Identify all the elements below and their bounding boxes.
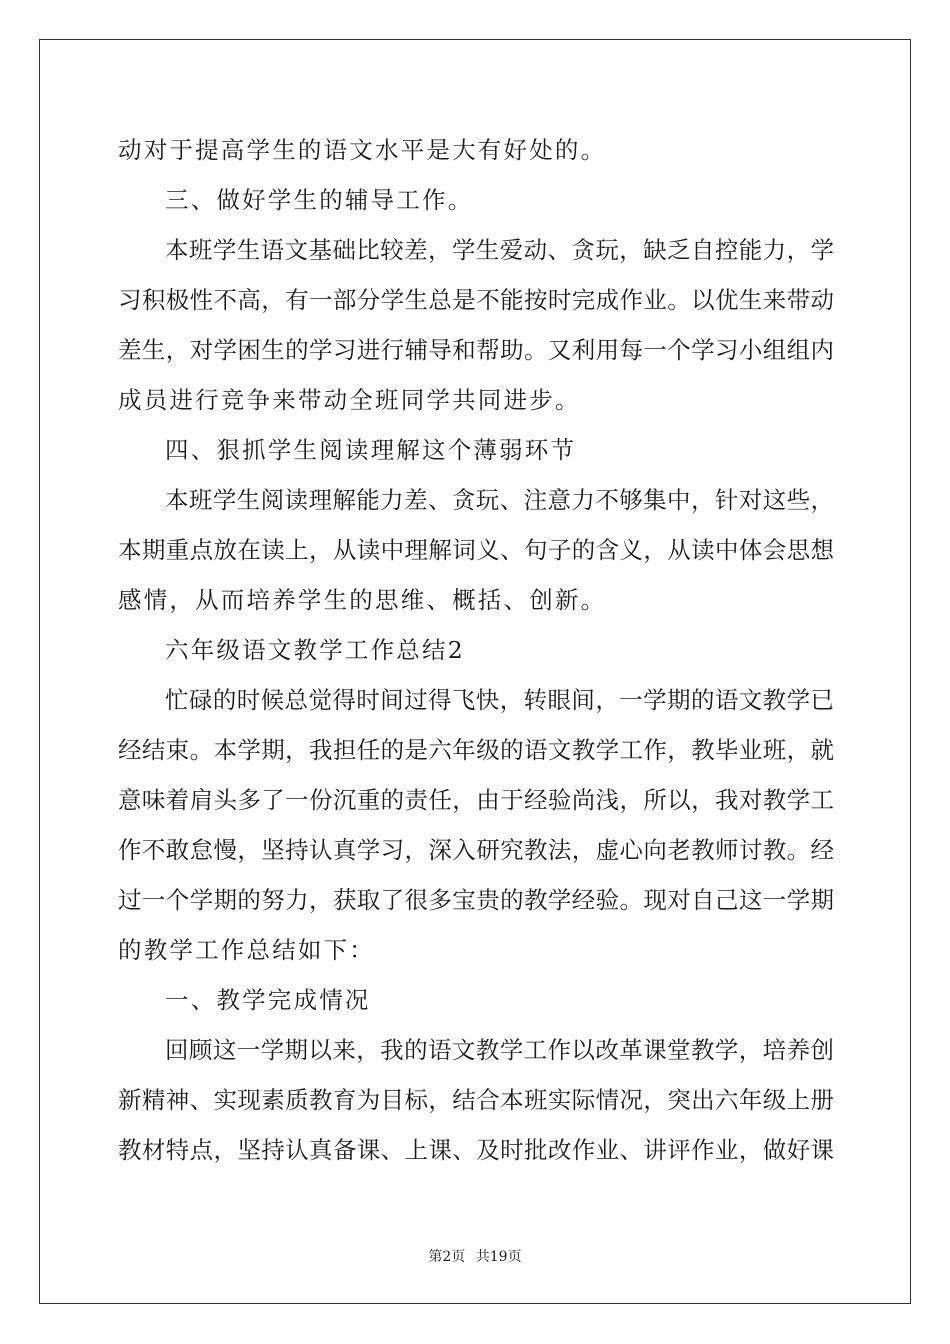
text-line: 经结束。本学期，我担任的是六年级的语文教学工作，教毕业班，就 [118, 736, 834, 764]
text-line: 教材特点，坚持认真备课、上课、及时批改作业、讲评作业，做好课 [118, 1136, 834, 1164]
document-body [118, 128, 834, 1178]
text-line: 忙碌的时候总觉得时间过得飞快，转眼间，一学期的语文教学已 [165, 686, 834, 714]
text-line: 作不敢怠慢，坚持认真学习，深入研究教法，虚心向老教师讨教。经 [118, 836, 834, 864]
text-line: 成员进行竞争来带动全班同学共同进步。 [118, 386, 581, 414]
page-footer [0, 1246, 950, 1266]
section-heading: 一、教学完成情况 [165, 986, 371, 1014]
text-line: 本班学生语文基础比较差，学生爱动、贪玩，缺乏自控能力，学 [165, 236, 834, 264]
text-line: 回顾这一学期以来，我的语文教学工作以改革课堂教学，培养创 [165, 1036, 834, 1064]
text-line: 习积极性不高，有一部分学生总是不能按时完成作业。以优生来带动 [118, 286, 834, 314]
text-line: 感情，从而培养学生的思维、概括、创新。 [118, 586, 607, 614]
text-line: 新精神、实现素质教育为目标，结合本班实际情况，突出六年级上册 [118, 1086, 834, 1114]
text-line: 的教学工作总结如下： [118, 936, 375, 964]
text-line: 意味着肩头多了一份沉重的责任，由于经验尚浅，所以，我对教学工 [118, 786, 834, 814]
text-line: 三、做好学生的辅导工作。 [165, 186, 474, 214]
text-line: 本班学生阅读理解能力差、贪玩、注意力不够集中，针对这些， [165, 486, 834, 514]
section-heading: 四、狠抓学生阅读理解这个薄弱环节 [165, 436, 577, 464]
text-line: 本期重点放在读上，从读中理解词义、句子的含义，从读中体会思想 [118, 536, 834, 564]
text-line: 差生，对学困生的学习进行辅导和帮助。又利用每一个学习小组组内 [118, 336, 834, 364]
page-number: 第2页 [428, 1249, 466, 1265]
text-line: 过一个学期的努力，获取了很多宝贵的教学经验。现对自己这一学期 [118, 886, 834, 914]
page-total: 共19页 [475, 1249, 522, 1265]
text-line: 动对于提高学生的语文水平是大有好处的。 [118, 136, 607, 164]
document-subtitle: 六年级语文教学工作总结2 [165, 636, 465, 664]
